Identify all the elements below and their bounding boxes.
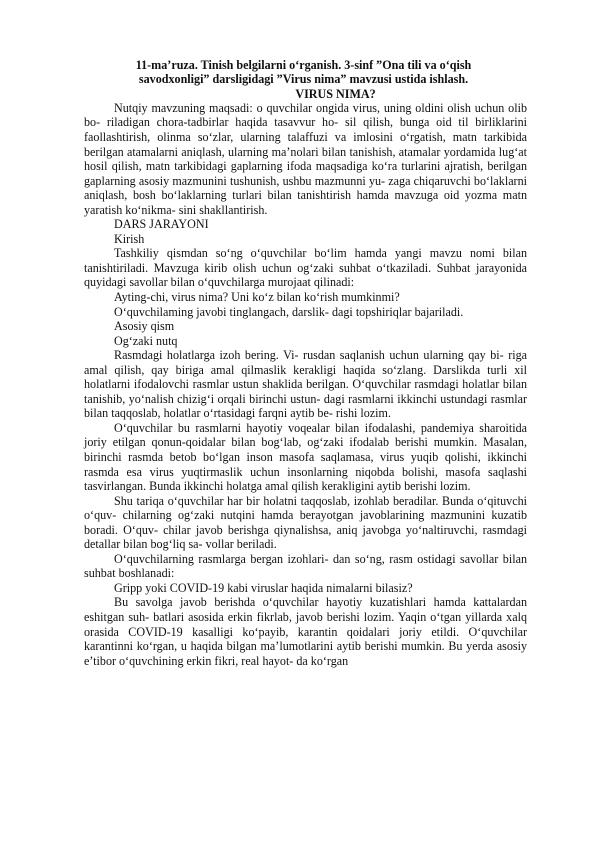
- body-text: [84, 101, 527, 668]
- body-line: Kirish: [114, 231, 145, 246]
- body-paragraph: Rasmdagi holatlarga izoh bering. Vi- rusdan saqlanish uchun ularning qay bi- riga amal qilish, qay biriga amal qilmaslik kerakligi haqida so‘zlang. Darslikda turli xil holatlarni ifodalovchi rasmlar ustun shaklida berilgan. O‘quvchilar rasmdagi holatlar bilan tanishib, yo‘nalish chizig‘i orqali birinchi ustun- dagi rasmlarni ikkinchi ustundagi rasmlar bilan taqqoslab, holatlar o‘rtasidagi farqni aytib be- rishi lozim.: [84, 348, 527, 421]
- body-line: O‘quvchilaming javobi tinglangach, darslik- dagi topshiriqlar bajariladi.: [114, 304, 464, 319]
- topic-heading: VIRUS NIMA?: [295, 86, 376, 101]
- body-line: Gripp yoki COVID-19 kabi viruslar haqida nimalarni bilasiz?: [114, 580, 413, 595]
- body-line: Asosiy qism: [114, 319, 175, 334]
- lecture-title: 11-ma’ruza. Tinish belgilarni o‘rganish. 3-sinf ”Ona tili va o‘qish savodxonligi” darsligidagi ”Virus nima” mavzusi ustida ishlash.: [135, 58, 472, 87]
- body-paragraph: Shu tariqa o‘quvchilar har bir holatni taqqoslab, izohlab beradilar. Bunda o‘qituvchi o‘quv- chilarning og‘zaki nutqini hamda berayotgan javoblarining mazmunini kuzatib boradi. O‘quv- chilar javob berishga qiynalishsa, aniq javobga yo‘naltiruvchi, rasmdagi detallar bilan bog‘liq sa- vollar beriladi.: [84, 493, 527, 552]
- body-paragraph: Bu savolga javob berishda o‘quvchilar hayotiy kuzatishlari hamda kattalardan eshitgan suh- batlari asosida erkin fikrlab, javob berishi lozim. Yaqin o‘tgan yillarda xalq orasida COVID-19 kasalligi ko‘payib, karantin qoidalari joriy etildi. O‘quvchilar karantinni ko‘rgan, u haqida bilgan ma’lumotlarini aytib berishi mumkin. Bu yerda asosiy e’tibor o‘quvchining erkin fikri, real hayot- da ko‘rgan: [84, 595, 527, 668]
- body-paragraph: Nutqiy mavzuning maqsadi: o quvchilar ongida virus, uning oldini olish uchun olib bo- riladigan chora-tadbirlar haqida tasavvur ho- sil qilish, bunga oid til birliklarini faollashtirish, olinma so‘zlar, ularning talaffuzi va imlosini o‘rgatish, matn tarkibida berilgan atamalarni aniqlash, ularning ma’nolari bilan tanishish, atamalar yordamida lug‘at hosil qilish, matn tarkibidagi gaplarning ifoda maqsadiga ko‘ra turlarini ajratish, berilgan gaplarning asosiy mazmunini tushunish, ushbu mazmunni yu- zaga chiqaruvchi bo‘laklarni aniqlash, bosh bo‘laklarning turlari bilan tanishtirish hamda mavzuga oid yozma matn yaratish ko‘nikma- sini shakllantirish.: [84, 100, 527, 217]
- body-line: Ayting-chi, virus nima? Uni ko‘z bilan ko‘rish mumkinmi?: [114, 290, 400, 304]
- body-paragraph: O‘quvchilar bu rasmlarni hayotiy voqealar bilan ifodalashi, pandemiya sharoitida joriy etilgan qonun-qoidalar bilan bog‘lab, og‘zaki ifodalab berishi mumkin. Masalan, birinchi rasmda betob bo‘lgan inson masofa saqlamasa, virus yuqib qolishi, ikkinchi rasmda esa virus yuqtirmaslik uchun insonlarning niqobda bolishi, masofa saqlashi tasvirlangan. Bunda ikkinchi holatga amal qilish kerakligini aytib berishi lozim.: [84, 420, 527, 494]
- body-line: DARS JARAYONI: [114, 217, 209, 232]
- body-paragraph: O‘quvchilarning rasmlarga bergan izohlari- dan so‘ng, rasm ostidagi savollar bilan suhbat boshlanadi:: [84, 551, 527, 581]
- body-paragraph: Tashkiliy qismdan so‘ng o‘quvchilar bo‘lim hamda yangi mavzu nomi bilan tanishtiriladi. Mavzuga kirib olish uchun og‘zaki suhbat o‘tkaziladi. Suhbat jarayonida quyidagi savollar bilan o‘quvchilarga murojaat qilinadi:: [84, 246, 527, 290]
- body-line: Og‘zaki nutq: [114, 333, 178, 348]
- document-page: [84, 58, 527, 668]
